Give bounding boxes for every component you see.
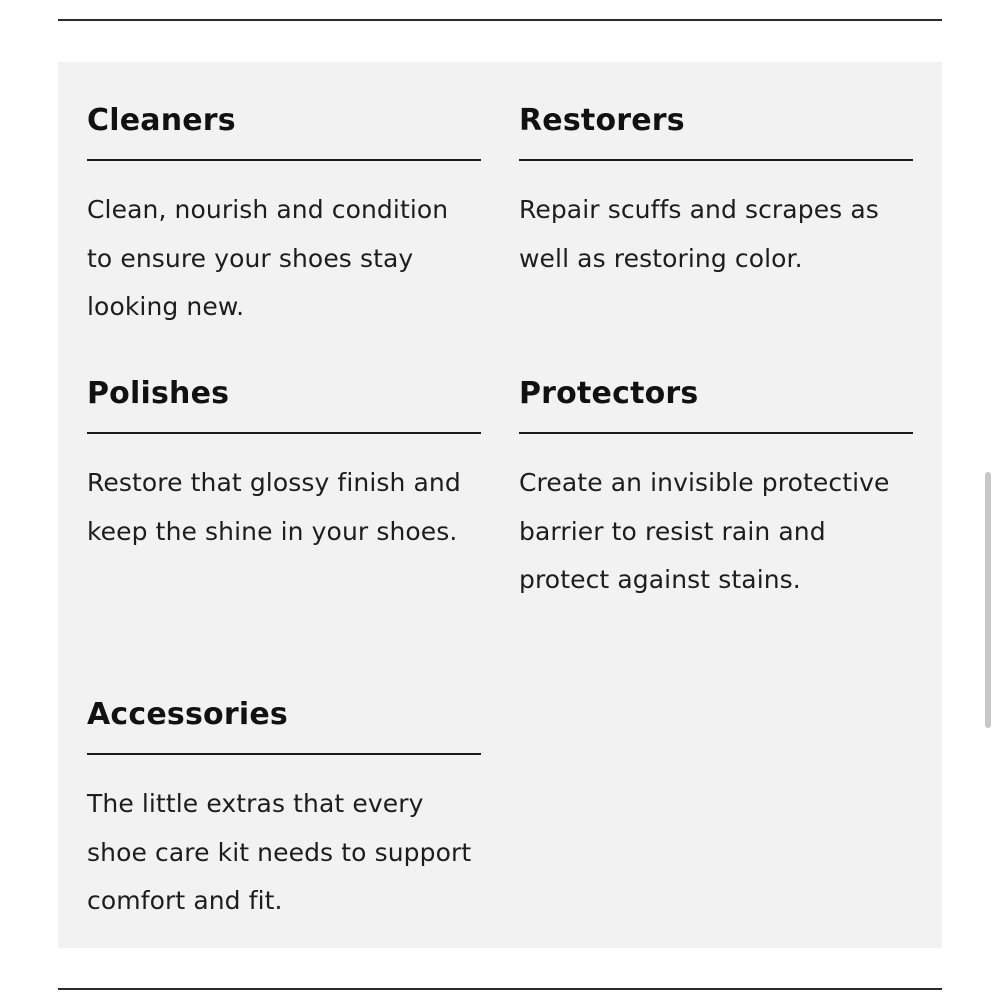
category-card-polishes[interactable] [87, 375, 481, 556]
category-title[interactable]: Polishes [87, 376, 230, 411]
category-divider [87, 159, 481, 161]
category-title[interactable]: Accessories [87, 697, 288, 732]
category-divider [87, 753, 481, 755]
category-card-cleaners[interactable] [87, 102, 481, 332]
category-card-accessories[interactable] [87, 696, 481, 926]
category-description: Restore that glossy finish and keep the shine in your shoes. [87, 468, 461, 546]
category-description: The little extras that every shoe care kit needs to support comfort and fit. [87, 789, 472, 915]
product-categories-panel [58, 62, 942, 948]
category-card-restorers[interactable] [519, 102, 913, 283]
category-divider [519, 159, 913, 161]
category-divider [519, 432, 913, 434]
category-divider [87, 432, 481, 434]
category-description: Repair scuffs and scrapes as well as restoring color. [519, 195, 879, 273]
top-divider [58, 19, 942, 21]
vertical-scrollbar[interactable] [985, 472, 991, 728]
category-title[interactable]: Restorers [519, 103, 685, 138]
category-title[interactable]: Cleaners [87, 103, 236, 138]
bottom-divider [58, 988, 942, 990]
category-description: Clean, nourish and condition to ensure your shoes stay looking new. [87, 195, 449, 321]
category-card-protectors[interactable] [519, 375, 913, 605]
category-description: Create an invisible protective barrier to resist rain and protect against stains. [519, 468, 890, 594]
category-title[interactable]: Protectors [519, 376, 699, 411]
